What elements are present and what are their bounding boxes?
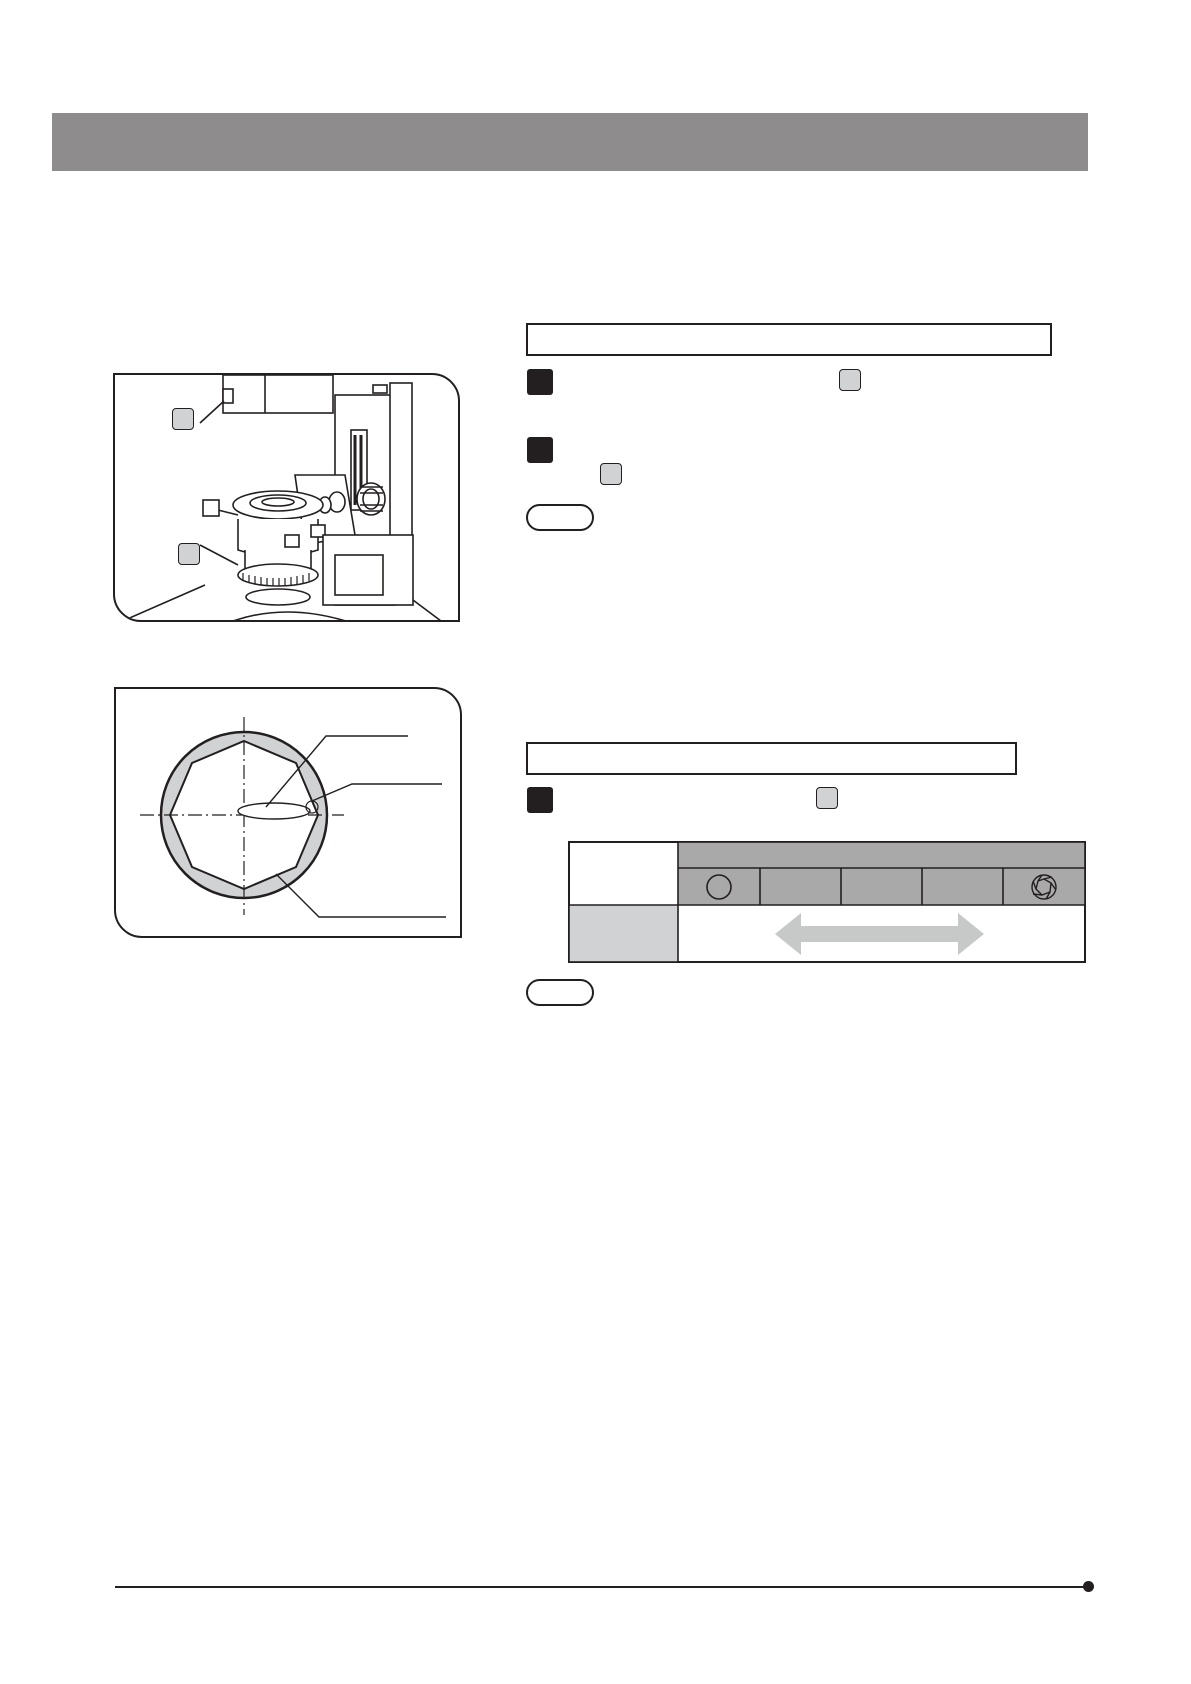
step-number-3 — [527, 787, 553, 813]
microscope-condenser-icon — [115, 375, 460, 622]
section-box-2 — [526, 742, 1017, 775]
step-number-2 — [527, 437, 553, 463]
section-box-1 — [526, 323, 1052, 356]
footer-dot — [1083, 1581, 1094, 1592]
condenser-illustration — [113, 373, 460, 622]
note-label — [526, 504, 594, 531]
callout-marker-2 — [178, 543, 200, 565]
aperture-stop-icon — [116, 689, 462, 938]
aperture-setting-table — [568, 841, 1086, 963]
step-2-callout-marker — [600, 463, 622, 485]
callout-marker-1 — [172, 408, 194, 430]
section-header-band — [52, 113, 1088, 171]
step-3-callout-marker — [816, 787, 838, 809]
aperture-stop-diagram — [114, 687, 462, 938]
step-1-callout-marker — [839, 369, 861, 391]
footer-rule — [115, 1586, 1085, 1588]
step-number-1 — [527, 369, 553, 395]
note-label-2 — [526, 979, 594, 1006]
open-circle-icon — [707, 875, 731, 899]
